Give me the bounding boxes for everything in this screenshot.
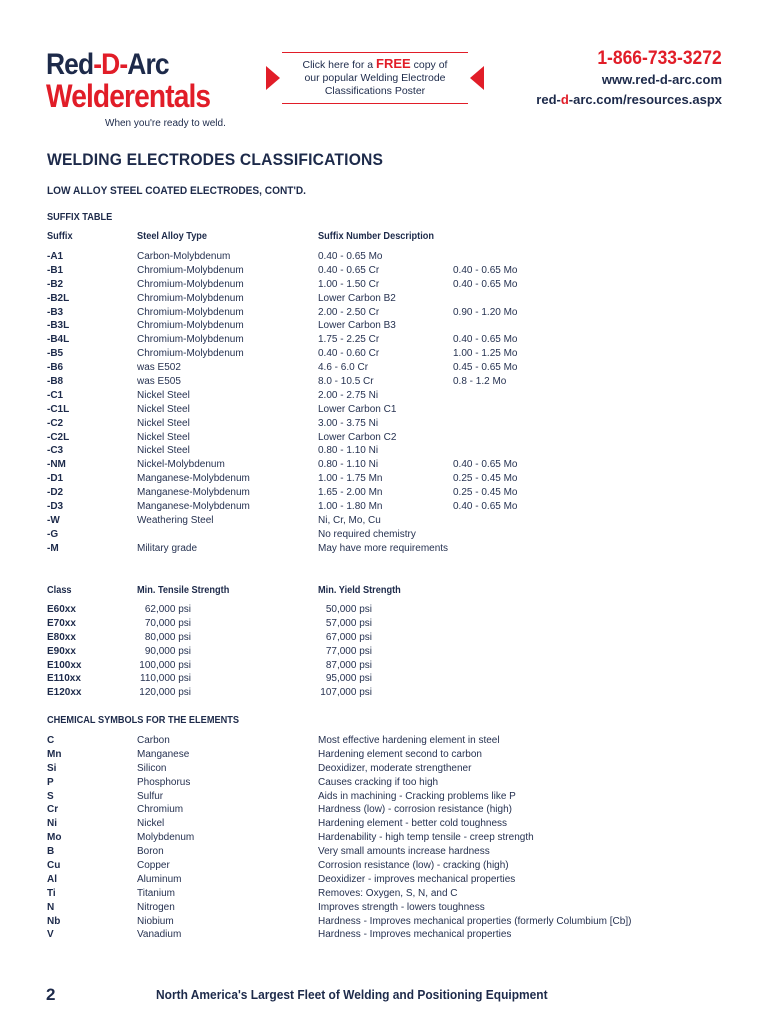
- elements-table: [47, 734, 737, 942]
- table-row: [47, 319, 737, 333]
- table-row: [47, 928, 737, 942]
- table-row: [47, 817, 737, 831]
- element-symbol: Mo: [47, 832, 62, 844]
- alloy-type: Manganese-Molybdenum: [137, 501, 250, 513]
- table-row: [47, 915, 737, 929]
- element-effect: Hardening element - better cold toughness: [318, 818, 508, 830]
- element-symbol: V: [47, 929, 54, 941]
- alloy-type: was E502: [137, 362, 181, 374]
- table-row: [47, 403, 737, 417]
- column-header-suffix: Suffix: [47, 231, 73, 242]
- element-name: Sulfur: [137, 790, 164, 802]
- table-row: [47, 333, 737, 347]
- description-primary: 0.40 - 0.60 Cr: [318, 348, 380, 360]
- element-name: Manganese: [137, 748, 190, 760]
- description-primary: 2.00 - 2.50 Cr: [318, 306, 380, 318]
- table-row: [47, 278, 737, 292]
- yield-strength: 107,000 psi: [320, 687, 372, 699]
- element-symbol: Nb: [47, 915, 61, 927]
- suffix-code: -C3: [47, 445, 64, 457]
- element-name: Chromium: [137, 804, 184, 816]
- website-link[interactable]: www.red-d-arc.com: [601, 72, 722, 87]
- description-primary: 3.00 - 3.75 Ni: [318, 417, 379, 429]
- element-effect: Removes: Oxygen, S, N, and C: [318, 887, 458, 899]
- alloy-type: Nickel Steel: [137, 389, 190, 401]
- element-symbol: S: [47, 790, 54, 802]
- electrode-class: E80xx: [47, 631, 76, 643]
- element-symbol: C: [47, 735, 55, 746]
- suffix-code: -W: [47, 514, 60, 526]
- electrode-class: E70xx: [47, 617, 76, 629]
- alloy-type: Chromium-Molybdenum: [137, 348, 244, 360]
- description-secondary: 0.40 - 0.65 Mo: [453, 501, 518, 513]
- table-row: [47, 292, 737, 306]
- description-secondary: 0.90 - 1.20 Mo: [453, 306, 518, 318]
- table-row: [47, 347, 737, 361]
- table-row: [47, 831, 737, 845]
- free-poster-link[interactable]: [262, 52, 488, 104]
- table-row: [47, 887, 737, 901]
- table-row: [47, 790, 737, 804]
- element-effect: Deoxidizer, moderate strengthener: [318, 762, 472, 774]
- description-secondary: 0.25 - 0.45 Mo: [453, 473, 518, 485]
- table-row: [47, 542, 737, 556]
- page-number: 2: [46, 985, 56, 1004]
- suffix-code: -B1: [47, 264, 64, 276]
- element-symbol: Cr: [47, 804, 59, 816]
- suffix-table: [47, 250, 737, 556]
- table-row: [47, 631, 737, 645]
- table-row: [47, 500, 737, 514]
- description-secondary: 0.40 - 0.65 Mo: [453, 264, 518, 276]
- suffix-code: -B2: [47, 278, 64, 290]
- table-row: [47, 603, 737, 617]
- table-row: [47, 472, 737, 486]
- description-primary: 0.40 - 0.65 Mo: [318, 251, 383, 262]
- description-primary: 1.65 - 2.00 Mn: [318, 487, 383, 499]
- description-primary: Ni, Cr, Mo, Cu: [318, 514, 381, 526]
- description-secondary: 0.40 - 0.65 Mo: [453, 334, 518, 346]
- alloy-type: Chromium-Molybdenum: [137, 334, 244, 346]
- table-row: [47, 748, 737, 762]
- table-row: [47, 845, 737, 859]
- table-row: [47, 514, 737, 528]
- description-primary: 2.00 - 2.75 Ni: [318, 389, 379, 401]
- electrode-class: E100xx: [47, 659, 82, 671]
- element-effect: Hardness (low) - corrosion resistance (high): [318, 804, 512, 816]
- description-primary: 0.80 - 1.10 Ni: [318, 459, 379, 471]
- alloy-type: Nickel-Molybdenum: [137, 459, 225, 471]
- element-symbol: Si: [47, 762, 57, 774]
- table-row: [47, 672, 737, 686]
- yield-strength: 87,000 psi: [325, 659, 372, 671]
- element-symbol: B: [47, 846, 55, 858]
- tensile-strength: 110,000 psi: [140, 673, 191, 685]
- element-name: Carbon: [137, 735, 170, 746]
- alloy-type: Chromium-Molybdenum: [137, 264, 244, 276]
- alloy-type: Chromium-Molybdenum: [137, 278, 244, 290]
- table-row: [47, 375, 737, 389]
- alloy-type: Chromium-Molybdenum: [137, 292, 244, 304]
- description-primary: 4.6 - 6.0 Cr: [318, 362, 369, 374]
- element-effect: Hardness - Improves mechanical properties (formerly Columbium [Cb]): [318, 915, 632, 927]
- table-row: [47, 417, 737, 431]
- alloy-type: Military grade: [137, 542, 198, 554]
- tensile-strength: 100,000 psi: [139, 659, 191, 671]
- elements-table-heading: CHEMICAL SYMBOLS FOR THE ELEMENTS: [47, 715, 240, 726]
- yield-strength: 95,000 psi: [325, 673, 372, 685]
- element-name: Phosphorus: [137, 776, 191, 788]
- element-symbol: Ti: [47, 887, 56, 899]
- promo-text: Click here for a FREE copy of our popular Welding Electrode Classifications Poster: [282, 52, 468, 104]
- element-name: Silicon: [137, 762, 167, 774]
- company-logo[interactable]: [46, 50, 246, 112]
- table-row: [47, 486, 737, 500]
- table-row: [47, 306, 737, 320]
- suffix-code: -B3: [47, 306, 64, 318]
- suffix-code: -D3: [47, 501, 64, 513]
- table-row: [47, 389, 737, 403]
- yield-strength: 67,000 psi: [325, 631, 372, 643]
- description-primary: 1.00 - 1.50 Cr: [318, 278, 380, 290]
- element-name: Molybdenum: [137, 832, 195, 844]
- alloy-type: Nickel Steel: [137, 445, 190, 457]
- column-header-class: Class: [47, 585, 72, 596]
- alloy-type: Carbon-Molybdenum: [137, 251, 231, 262]
- description-secondary: 1.00 - 1.25 Mo: [453, 348, 518, 360]
- suffix-code: -D1: [47, 473, 64, 485]
- description-secondary: 0.45 - 0.65 Mo: [453, 362, 518, 374]
- table-row: [47, 431, 737, 445]
- element-name: Copper: [137, 860, 170, 872]
- suffix-code: -B5: [47, 348, 64, 360]
- element-name: Nickel: [137, 818, 165, 830]
- table-row: [47, 444, 737, 458]
- electrode-class: E90xx: [47, 645, 76, 657]
- suffix-code: -C1: [47, 389, 64, 401]
- table-row: [47, 859, 737, 873]
- description-secondary: 0.8 - 1.2 Mo: [453, 376, 507, 388]
- suffix-code: -NM: [47, 459, 66, 471]
- suffix-table-heading: SUFFIX TABLE: [47, 212, 113, 223]
- yield-strength: 57,000 psi: [325, 617, 372, 629]
- element-symbol: P: [47, 776, 54, 788]
- tensile-strength: 120,000 psi: [139, 687, 191, 699]
- suffix-code: -B8: [47, 376, 64, 388]
- table-row: [47, 264, 737, 278]
- alloy-type: was E505: [137, 376, 181, 388]
- element-effect: Hardenability - high temp tensile - creep strength: [318, 832, 534, 844]
- table-row: [47, 762, 737, 776]
- table-row: [47, 645, 737, 659]
- element-effect: Causes cracking if too high: [318, 776, 439, 788]
- alloy-type: Nickel Steel: [137, 403, 190, 415]
- alloy-type: Nickel Steel: [137, 417, 190, 429]
- suffix-code: -G: [47, 528, 59, 540]
- suffix-code: -B4L: [47, 334, 70, 346]
- footer-tagline: North America's Largest Fleet of Welding and Positioning Equipment: [156, 987, 548, 1002]
- column-header-yield-strength: Min. Yield Strength: [318, 585, 401, 596]
- arrow-right-icon: [266, 66, 280, 90]
- column-header-steel-alloy-type: Steel Alloy Type: [137, 231, 208, 242]
- description-primary: 1.00 - 1.80 Mn: [318, 501, 383, 513]
- description-primary: Lower Carbon C1: [318, 403, 397, 415]
- alloy-type: Chromium-Molybdenum: [137, 320, 244, 332]
- element-effect: Deoxidizer - improves mechanical properties: [318, 873, 516, 885]
- element-effect: Most effective hardening element in steel: [318, 735, 500, 746]
- suffix-code: -C1L: [47, 403, 70, 415]
- table-row: [47, 776, 737, 790]
- electrode-class: E110xx: [47, 673, 81, 685]
- yield-strength: 77,000 psi: [325, 645, 372, 657]
- element-name: Nitrogen: [137, 901, 175, 913]
- tensile-strength: 70,000 psi: [144, 617, 191, 629]
- tensile-strength: 90,000 psi: [144, 645, 191, 657]
- table-row: [47, 734, 737, 748]
- electrode-class: E60xx: [47, 604, 76, 615]
- suffix-code: -B6: [47, 362, 64, 374]
- element-symbol: N: [47, 901, 55, 913]
- table-row: [47, 803, 737, 817]
- alloy-type: Manganese-Molybdenum: [137, 473, 250, 485]
- suffix-code: -C2L: [47, 431, 70, 443]
- element-name: Boron: [137, 846, 164, 858]
- table-row: [47, 901, 737, 915]
- element-name: Titanium: [137, 887, 175, 899]
- logo-wordmark-welderentals: Welderentals: [46, 78, 211, 114]
- table-row: [47, 458, 737, 472]
- element-name: Vanadium: [137, 929, 182, 941]
- table-row: [47, 528, 737, 542]
- suffix-code: -C2: [47, 417, 64, 429]
- alloy-type: Nickel Steel: [137, 431, 190, 443]
- element-symbol: Al: [47, 873, 57, 885]
- alloy-type: Weathering Steel: [137, 514, 214, 526]
- suffix-code: -A1: [47, 251, 64, 262]
- resources-link[interactable]: red-d-arc.com/resources.aspx: [536, 92, 722, 107]
- element-effect: Improves strength - lowers toughness: [318, 901, 485, 913]
- contact-info: [536, 48, 722, 110]
- element-effect: Corrosion resistance (low) - cracking (high): [318, 860, 509, 872]
- alloy-type: Chromium-Molybdenum: [137, 306, 244, 318]
- description-secondary: 0.40 - 0.65 Mo: [453, 278, 518, 290]
- description-primary: 0.40 - 0.65 Cr: [318, 264, 380, 276]
- description-secondary: 0.25 - 0.45 Mo: [453, 487, 518, 499]
- element-name: Niobium: [137, 915, 174, 927]
- description-primary: 8.0 - 10.5 Cr: [318, 376, 374, 388]
- element-symbol: Cu: [47, 860, 61, 872]
- description-primary: 0.80 - 1.10 Ni: [318, 445, 379, 457]
- element-symbol: Mn: [47, 748, 62, 760]
- tensile-strength: 80,000 psi: [144, 631, 191, 643]
- electrode-class: E120xx: [47, 687, 82, 699]
- column-header-tensile-strength: Min. Tensile Strength: [137, 585, 230, 596]
- page-title: WELDING ELECTRODES CLASSIFICATIONS: [47, 150, 384, 169]
- tensile-strength: 62,000 psi: [144, 604, 191, 615]
- description-primary: 1.00 - 1.75 Mn: [318, 473, 383, 485]
- table-row: [47, 659, 737, 673]
- page-subtitle: LOW ALLOY STEEL COATED ELECTRODES, CONT'D.: [47, 185, 306, 197]
- strength-table: [47, 603, 737, 700]
- alloy-type: Manganese-Molybdenum: [137, 487, 250, 499]
- element-effect: Aids in machining - Cracking problems like P: [318, 790, 516, 802]
- description-primary: Lower Carbon C2: [318, 431, 397, 443]
- element-symbol: Ni: [47, 818, 57, 830]
- arrow-left-icon: [470, 66, 484, 90]
- suffix-code: -D2: [47, 487, 64, 499]
- description-primary: Lower Carbon B2: [318, 292, 396, 304]
- element-effect: Hardness - Improves mechanical properties: [318, 929, 512, 941]
- table-row: [47, 617, 737, 631]
- element-effect: Very small amounts increase hardness: [318, 846, 490, 858]
- table-row: [47, 361, 737, 375]
- suffix-code: -M: [47, 542, 59, 554]
- element-effect: Hardening element second to carbon: [318, 748, 482, 760]
- phone-number-link[interactable]: 1-866-733-3272: [597, 48, 722, 69]
- element-name: Aluminum: [137, 873, 182, 885]
- description-primary: No required chemistry: [318, 528, 416, 540]
- logo-wordmark-red-d-arc: Red-D-Arc: [46, 48, 169, 81]
- description-primary: 1.75 - 2.25 Cr: [318, 334, 380, 346]
- column-header-suffix-description: Suffix Number Description: [318, 231, 435, 242]
- suffix-code: -B3L: [47, 320, 70, 332]
- description-secondary: 0.40 - 0.65 Mo: [453, 459, 518, 471]
- yield-strength: 50,000 psi: [325, 604, 372, 615]
- table-row: [47, 686, 737, 700]
- description-primary: Lower Carbon B3: [318, 320, 396, 332]
- logo-tagline: When you're ready to weld.: [105, 118, 226, 129]
- table-row: [47, 250, 737, 264]
- suffix-code: -B2L: [47, 292, 70, 304]
- description-primary: May have more requirements: [318, 542, 449, 554]
- table-row: [47, 873, 737, 887]
